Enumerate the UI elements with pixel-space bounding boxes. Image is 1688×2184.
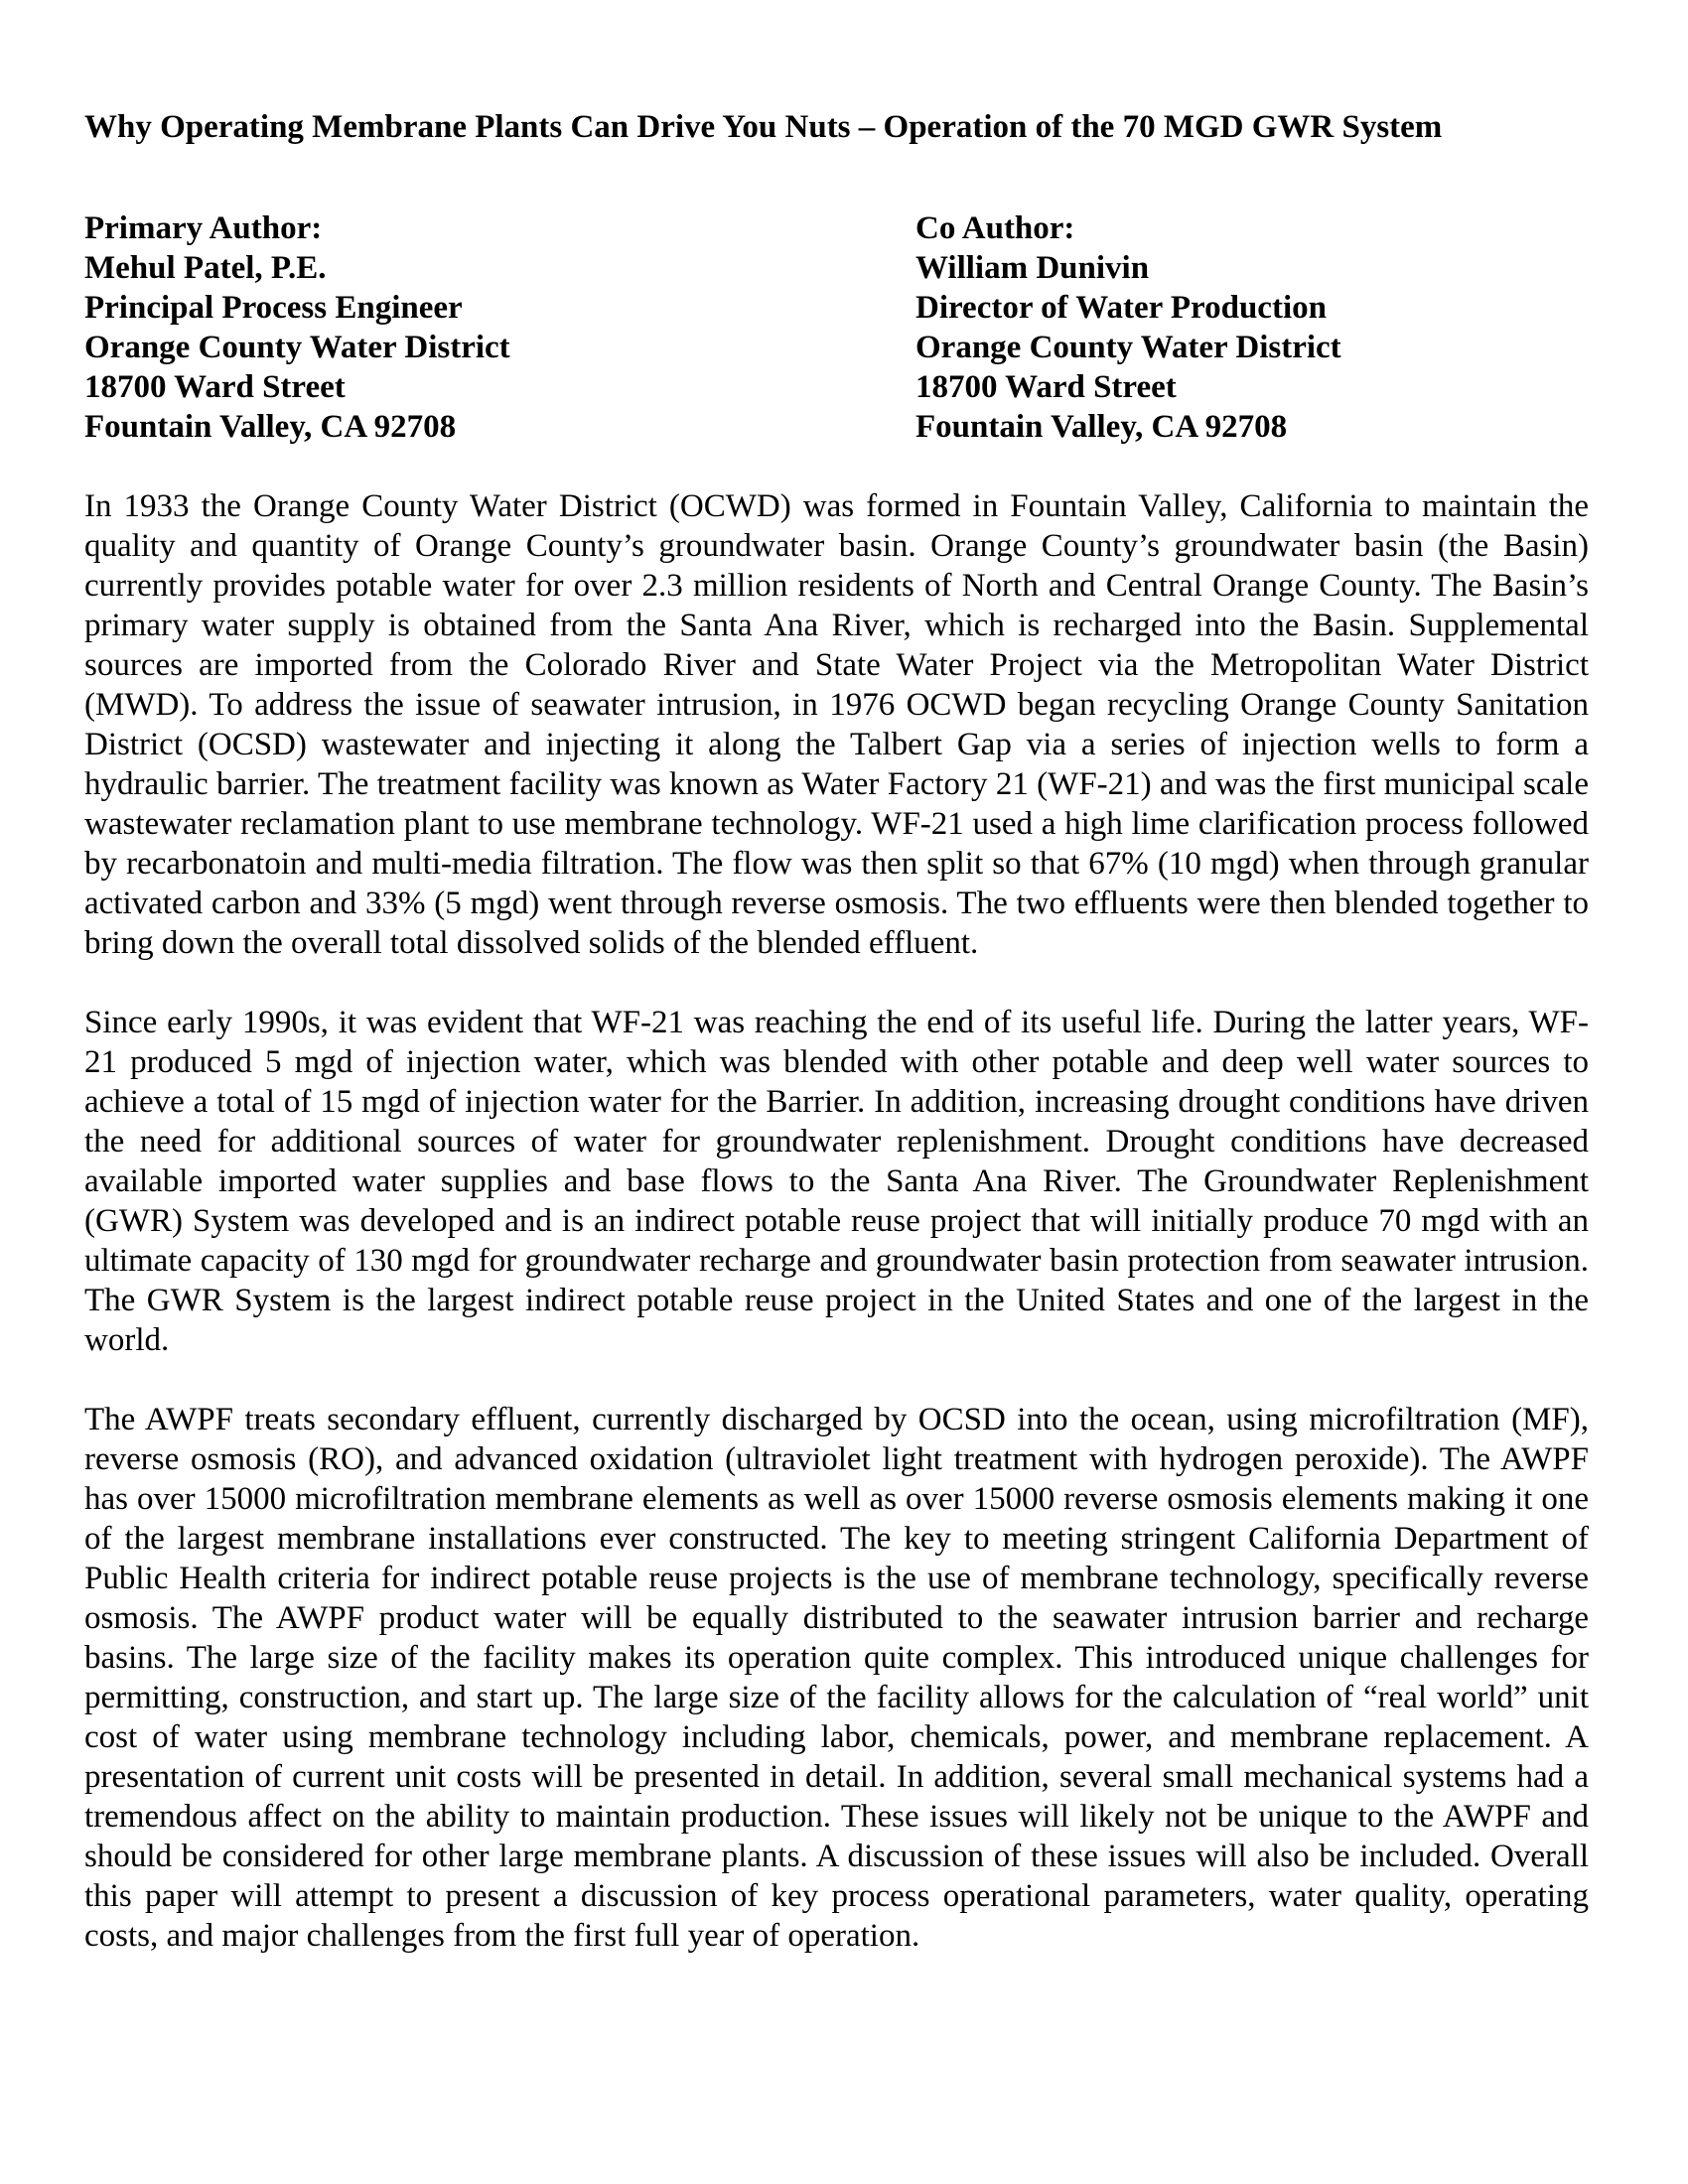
authors-block	[84, 208, 1589, 447]
primary-author-heading: Primary Author:	[84, 210, 323, 246]
body-paragraph-2: Since early 1990s, it was evident that WF-21 was reaching the end of its useful life. During the latter years, WF-21 produced 5 mgd of injection water, which was blended with other potable and deep well water sources to achieve a total of 15 mgd of injection water for the Barrier. In addition, increasing drought conditions have driven the need for additional sources of water for groundwater replenishment. Drought conditions have decreased available imported water supplies and base flows to the Santa Ana River. The Groundwater Replenishment (GWR) System was developed and is an indirect potable reuse project that will initially produce 70 mgd with an ultimate capacity of 130 mgd for groundwater recharge and groundwater basin protection from seawater intrusion. The GWR System is the largest indirect potable reuse project in the United States and one of the largest in the world.	[84, 1005, 1589, 1358]
primary-author-name: Mehul Patel, P.E.	[84, 250, 327, 286]
co-author-name: William Dunivin	[915, 250, 1150, 286]
co-author-heading: Co Author:	[915, 210, 1075, 246]
co-author-role: Director of Water Production	[915, 290, 1327, 326]
primary-author-role: Principal Process Engineer	[84, 290, 463, 326]
primary-author-street: 18700 Ward Street	[84, 369, 346, 405]
body-paragraph-3: The AWPF treats secondary effluent, currently discharged by OCSD into the ocean, using microfiltration (MF), reverse osmosis (RO), and advanced oxidation (ultraviolet light treatment with hydrogen peroxide). The AWPF has over 15000 microfiltration membrane elements as well as over 15000 reverse osmosis elements making it one of the largest membrane installations ever constructed. The key to meeting stringent California Department of Public Health criteria for indirect potable reuse projects is the use of membrane technology, specifically reverse osmosis. The AWPF product water will be equally distributed to the seawater intrusion barrier and recharge basins. The large size of the facility makes its operation quite complex. This introduced unique challenges for permitting, construction, and start up. The large size of the facility allows for the calculation of “real world” unit cost of water using membrane technology including labor, chemicals, power, and membrane replacement. A presentation of current unit costs will be presented in detail. In addition, several small mechanical systems had a tremendous affect on the ability to maintain production. These issues will likely not be unique to the AWPF and should be considered for other large membrane plants. A discussion of these issues will also be included. Overall this paper will attempt to present a discussion of key process operational parameters, water quality, operating costs, and major challenges from the first full year of operation.	[84, 1402, 1589, 1954]
co-author-block	[915, 208, 1589, 447]
primary-author-city: Fountain Valley, CA 92708	[84, 409, 457, 445]
paper-title: Why Operating Membrane Plants Can Drive You Nuts – Operation of the 70 MGD GWR System	[84, 109, 1443, 145]
primary-author-organization: Orange County Water District	[84, 330, 510, 365]
co-author-street: 18700 Ward Street	[915, 369, 1177, 405]
co-author-city: Fountain Valley, CA 92708	[915, 409, 1288, 445]
primary-author-block	[84, 208, 915, 447]
body-paragraph-1: In 1933 the Orange County Water District (OCWD) was formed in Fountain Valley, California to maintain the quality and quantity of Orange County’s groundwater basin. Orange County’s groundwater basin (the Basin) currently provides potable water for over 2.3 million residents of North and Central Orange County. The Basin’s primary water supply is obtained from the Santa Ana River, which is recharged into the Basin. Supplemental sources are imported from the Colorado River and State Water Project via the Metropolitan Water District (MWD). To address the issue of seawater intrusion, in 1976 OCWD began recycling Orange County Sanitation District (OCSD) wastewater and injecting it along the Talbert Gap via a series of injection wells to form a hydraulic barrier. The treatment facility was known as Water Factory 21 (WF-21) and was the first municipal scale wastewater reclamation plant to use membrane technology. WF-21 used a high lime clarification process followed by recarbonatoin and multi-media filtration. The flow was then split so that 67% (10 mgd) when through granular activated carbon and 33% (5 mgd) went through reverse osmosis. The two effluents were then blended together to bring down the overall total dissolved solids of the blended effluent.	[84, 488, 1589, 961]
co-author-organization: Orange County Water District	[915, 330, 1341, 365]
